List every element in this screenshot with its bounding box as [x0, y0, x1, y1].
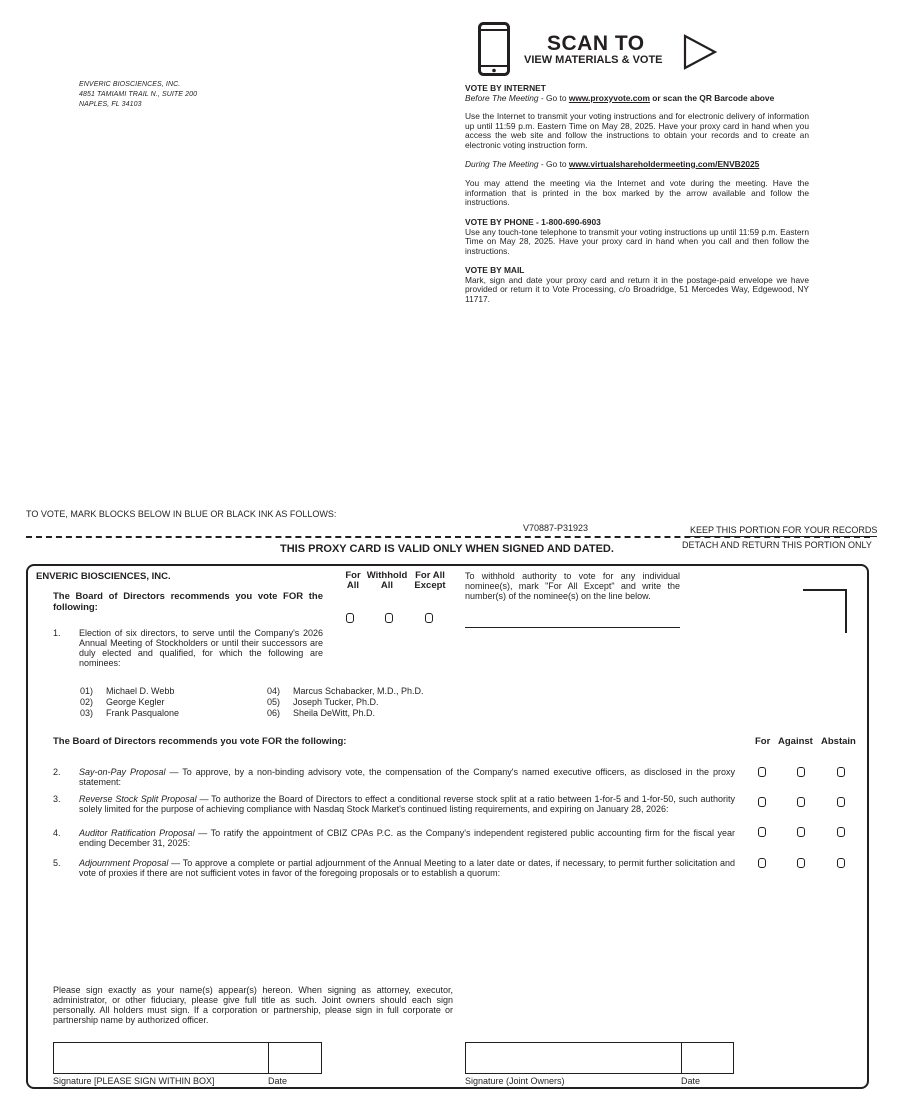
- detach-portion-label: DETACH AND RETURN THIS PORTION ONLY: [682, 540, 872, 550]
- internet-paragraph: Use the Internet to transmit your voting instructions and for electronic delivery of information up until 11:59 p.m. Eastern Time on May 28, 2025. Have your proxy card in hand when you access the web site and follow the instructions to obtain your records and to create an electronic voting instruction form.: [465, 111, 809, 150]
- proposal-description: — To authorize the Board of Directors to effect a conditional reverse stock split at a ratio between 1-for-5 and 1-for-50, such authority solely limited for the purpose of achieving compliance with Nasdaq Stock Market's continued listing requirements, and expiring on January 28, 2026:: [79, 794, 735, 814]
- scan-banner-subtitle: VIEW MATERIALS & VOTE: [524, 54, 663, 66]
- checkbox-for-all-except[interactable]: [425, 613, 433, 623]
- proposal-number: 3.: [53, 794, 61, 804]
- nominee-number: 06): [267, 708, 281, 718]
- proposal-description: — To ratify the appointment of CBIZ CPAs P.C. as the Company's independent registered public accounting firm for the fiscal year ending December 31, 2025:: [79, 828, 736, 848]
- card-company-name: ENVERIC BIOSCIENCES, INC.: [36, 571, 171, 582]
- proposal-number: 4.: [53, 828, 61, 838]
- vote-by-mail-paragraph: Mark, sign and date your proxy card and return it in the postage-paid envelope we have provided or return it to Vote Processing, c/o Broadridge, 51 Mercedes Way, Edgewood, NY 11717.: [465, 274, 809, 304]
- virtual-meeting-link[interactable]: www.virtualshareholdermeeting.com/ENVB2025: [568, 158, 760, 169]
- vote-by-phone-section: [465, 218, 809, 256]
- before-meeting-line: [465, 94, 809, 104]
- proposal-text: [79, 858, 735, 878]
- checkbox-for-all[interactable]: [346, 613, 354, 623]
- nominee-name: Michael D. Webb: [106, 686, 175, 696]
- proposal-number: 5.: [53, 858, 61, 868]
- board-recommendation-2: The Board of Directors recommends you vote FOR the following:: [53, 736, 347, 747]
- during-meeting-label: During The Meeting: [465, 158, 539, 169]
- vote-by-phone-heading: VOTE BY PHONE - 1-800-690-6903: [465, 217, 601, 227]
- nominee-name: Joseph Tucker, Ph.D.: [293, 697, 379, 707]
- before-meeting-tail: or scan the QR Barcode above: [649, 92, 775, 103]
- nominee-name: George Kegler: [106, 697, 165, 707]
- checkbox-for[interactable]: [758, 767, 766, 777]
- sender-address: [79, 80, 197, 110]
- nominee-number: 05): [267, 697, 281, 707]
- vote-by-mail-heading: VOTE BY MAIL: [465, 265, 525, 275]
- before-meeting-label: Before The Meeting: [465, 92, 539, 103]
- attend-meeting-paragraph: You may attend the meeting via the Internet and vote during the meeting. Have the information that is printed in the box marked by the arrow available and follow the instructions.: [465, 178, 809, 208]
- during-meeting-line: [465, 160, 809, 170]
- proposal-number: 2.: [53, 767, 61, 777]
- proposal-1-text: Election of six directors, to serve until the Company's 2026 Annual Meeting of Stockholders or until their successors are duly elected and qualified, for which the following are nominees:: [79, 628, 323, 668]
- phone-icon: [478, 22, 510, 76]
- nominee-name: Frank Pasqualone: [106, 708, 180, 718]
- date-label: Date: [268, 1076, 288, 1086]
- joint-date-label: Date: [681, 1076, 701, 1086]
- proposal-title: Auditor Ratification Proposal: [79, 828, 195, 838]
- checkbox-abstain[interactable]: [837, 767, 845, 777]
- arrow-right-icon: [683, 34, 717, 70]
- sender-address-line-1: 4851 TAMIAMI TRAIL N., SUITE 200: [79, 91, 198, 98]
- date-box[interactable]: [268, 1042, 322, 1074]
- control-number: V70887-P31923: [523, 523, 589, 533]
- col-withhold-all-line2: All: [380, 580, 394, 591]
- col-for-all-except-line1: For All: [415, 570, 445, 581]
- during-meeting-text: - Go to: [538, 158, 569, 169]
- col-withhold-all-line1: Withhold: [366, 570, 408, 581]
- col-for-all-except-line2: Except: [414, 580, 446, 591]
- nominee-number-line[interactable]: [465, 627, 680, 628]
- keep-portion-label: KEEP THIS PORTION FOR YOUR RECORDS: [690, 525, 878, 535]
- col-against: Against: [778, 736, 813, 747]
- nominee-name: Marcus Schabacker, M.D., Ph.D.: [293, 686, 424, 696]
- vote-by-mail-section: [465, 266, 809, 304]
- board-recommendation-1: The Board of Directors recommends you vote FOR the following:: [53, 591, 323, 613]
- scan-banner-title: SCAN TO: [547, 32, 645, 55]
- nominee-number: 02): [80, 697, 94, 707]
- joint-signature-label: Signature (Joint Owners): [465, 1076, 565, 1086]
- proposal-text: [79, 794, 735, 814]
- checkbox-abstain[interactable]: [837, 827, 845, 837]
- col-for-all-line2: All: [346, 580, 360, 591]
- sender-name: ENVERIC BIOSCIENCES, INC.: [79, 81, 181, 88]
- nominee-name: Sheila DeWitt, Ph.D.: [293, 708, 376, 718]
- nominee-number: 03): [80, 708, 94, 718]
- col-withhold-all: [364, 571, 410, 591]
- signing-instructions: Please sign exactly as your name(s) appear(s) hereon. When signing as attorney, executor, administrator, or other fiduciary, please give full title as such. Joint owners should each sign personally. All holders must sign. If a corporation or partnership, please sign in full corporate or partnership name by authorized officer.: [53, 985, 453, 1025]
- valid-when-signed-note: THIS PROXY CARD IS VALID ONLY WHEN SIGNED AND DATED.: [280, 543, 614, 555]
- checkbox-against[interactable]: [797, 797, 805, 807]
- vote-by-internet-heading: VOTE BY INTERNET: [465, 83, 546, 93]
- checkbox-abstain[interactable]: [837, 858, 845, 868]
- vote-by-phone-paragraph: Use any touch-tone telephone to transmit your voting instructions up until 11:59 p.m. Eastern Time on May 28, 2025. Have your proxy card in hand when you call and then follow the instructions.: [465, 226, 809, 256]
- checkbox-abstain[interactable]: [837, 797, 845, 807]
- proposal-title: Reverse Stock Split Proposal: [79, 794, 197, 804]
- proposal-title: Say-on-Pay Proposal: [79, 767, 166, 777]
- col-for-all-except: [412, 571, 448, 591]
- vote-by-internet-section: [465, 84, 809, 208]
- col-abstain: Abstain: [821, 736, 856, 747]
- checkbox-against[interactable]: [797, 767, 805, 777]
- col-for: For: [755, 736, 771, 747]
- col-for-all: [343, 571, 363, 591]
- proposal-1-number: 1.: [53, 628, 61, 638]
- arrow-box-corner-vertical: [845, 589, 847, 633]
- before-meeting-text: - Go to: [538, 92, 569, 103]
- signature-box[interactable]: [53, 1042, 269, 1074]
- nominee-number: 04): [267, 686, 281, 696]
- checkbox-for[interactable]: [758, 797, 766, 807]
- checkbox-for[interactable]: [758, 858, 766, 868]
- sender-address-line-2: NAPLES, FL 34103: [79, 101, 142, 108]
- proposal-text: [79, 767, 735, 787]
- nominee-number: 01): [80, 686, 94, 696]
- checkbox-against[interactable]: [797, 858, 805, 868]
- proposal-description: — To approve a complete or partial adjournment of the Annual Meeting to a later date or dates, if necessary, to permit further solicitation and vote of proxies if there are not sufficient votes in favor of the foregoing proposals or to establish a quorum:: [79, 858, 735, 878]
- col-for-all-line1: For: [345, 570, 361, 581]
- mark-blocks-note: TO VOTE, MARK BLOCKS BELOW IN BLUE OR BLACK INK AS FOLLOWS:: [26, 509, 337, 519]
- proposal-text: [79, 828, 735, 848]
- checkbox-against[interactable]: [797, 827, 805, 837]
- arrow-box-corner: [803, 589, 847, 591]
- joint-signature-box[interactable]: [465, 1042, 682, 1074]
- proxyvote-link[interactable]: www.proxyvote.com: [568, 92, 650, 103]
- signature-label: Signature [PLEASE SIGN WITHIN BOX]: [53, 1076, 215, 1086]
- checkbox-withhold-all[interactable]: [385, 613, 393, 623]
- proposal-title: Adjournment Proposal: [79, 858, 169, 868]
- withhold-authority-note: To withhold authority to vote for any individual nominee(s), mark "For All Except" and write the number(s) of the nominee(s) on the line below.: [465, 571, 680, 601]
- checkbox-for[interactable]: [758, 827, 766, 837]
- joint-date-box[interactable]: [681, 1042, 734, 1074]
- detach-line: [26, 536, 870, 538]
- proposal-description: — To approve, by a non-binding advisory vote, the compensation of the Company's named executive officers, as disclosed in the proxy statement:: [79, 767, 736, 787]
